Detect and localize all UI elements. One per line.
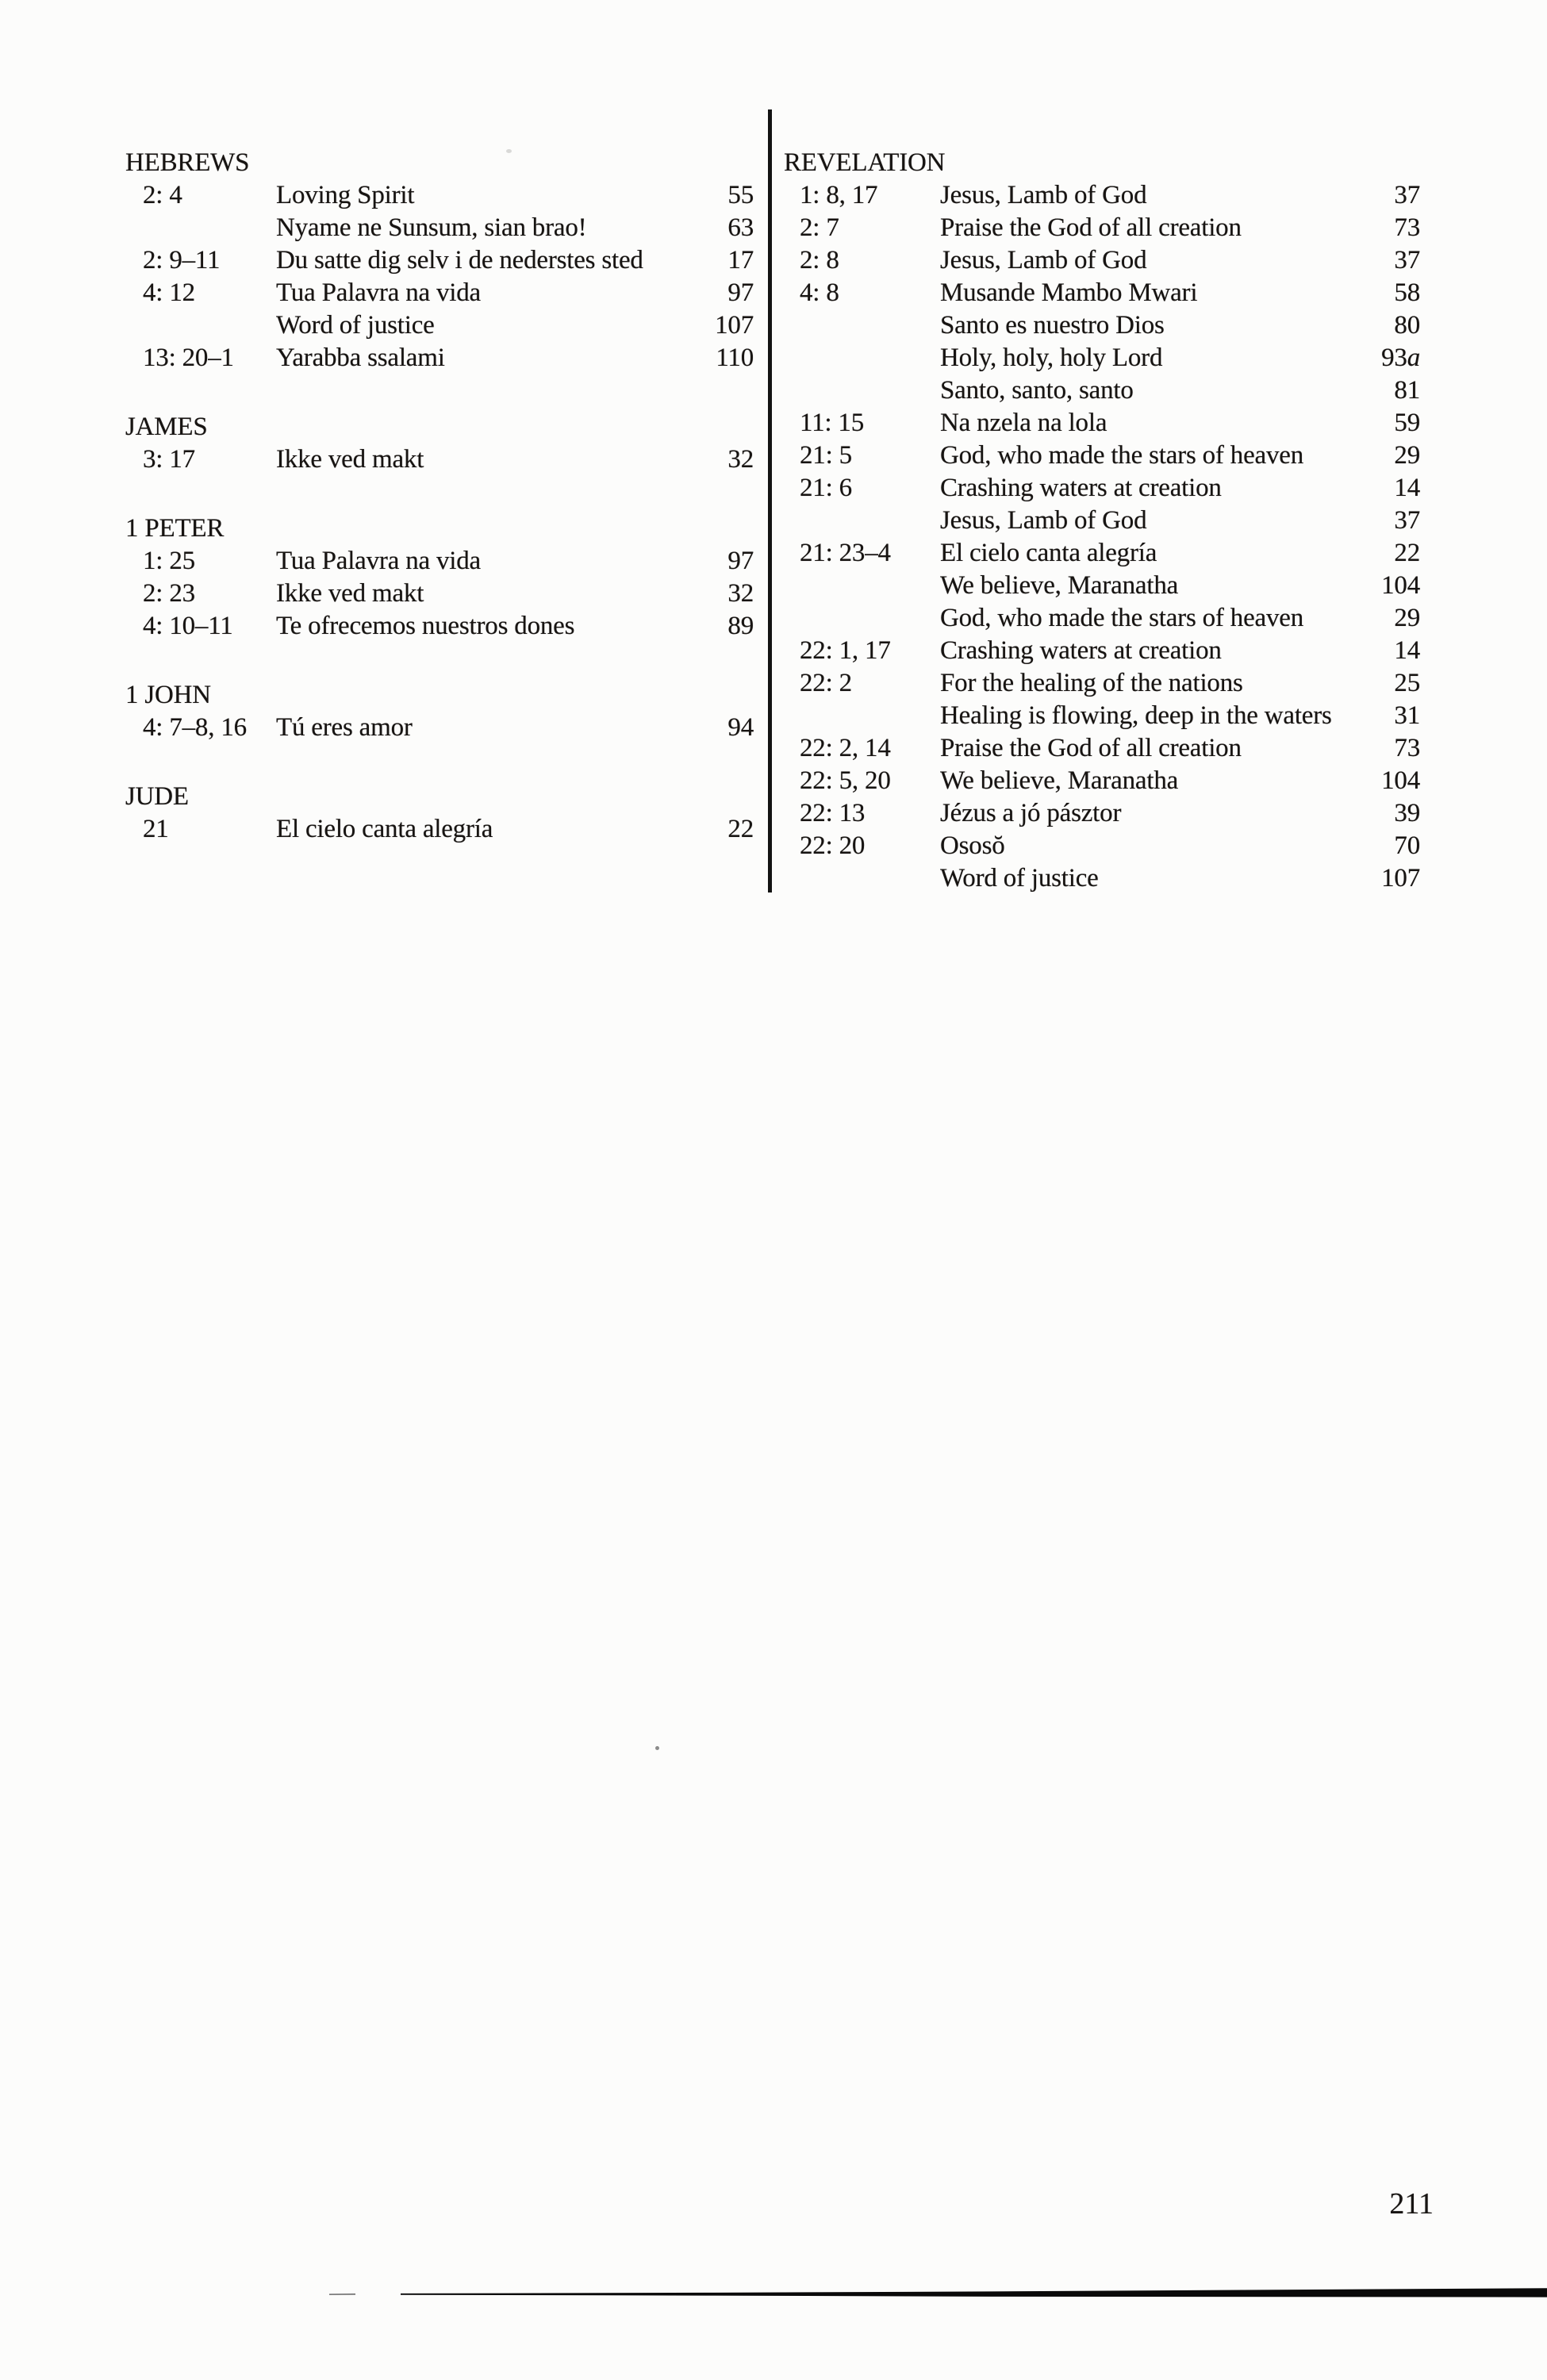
section-heading: REVELATION <box>784 148 946 177</box>
song-title: Santo es nuestro Dios <box>940 311 1165 340</box>
song-title: Te ofrecemos nuestros dones <box>276 612 575 640</box>
song-title: Healing is flowing, deep in the waters <box>940 701 1332 730</box>
index-row <box>784 537 1420 570</box>
hymn-number: 104 <box>1381 571 1420 600</box>
scripture-ref: 21: 5 <box>800 441 852 470</box>
index-row <box>784 440 1420 472</box>
song-title: Santo, santo, santo <box>940 376 1134 405</box>
section-heading: 1 JOHN <box>125 681 211 709</box>
index-row <box>784 212 1420 244</box>
song-title: Crashing waters at creation <box>940 474 1222 502</box>
hymn-number: 58 <box>1394 278 1420 307</box>
song-title: Loving Spirit <box>276 181 415 209</box>
scripture-ref: 13: 20–1 <box>143 344 234 372</box>
hymn-number: 37 <box>1394 506 1420 535</box>
index-row <box>784 667 1420 700</box>
column-divider-rule <box>768 109 772 892</box>
scripture-ref: 22: 13 <box>800 799 866 827</box>
index-section <box>125 512 754 643</box>
hymn-number: 32 <box>727 445 754 474</box>
hymn-number: 81 <box>1394 376 1420 405</box>
hymn-number: 22 <box>1394 539 1420 567</box>
index-row <box>125 309 754 342</box>
page-number: 211 <box>1389 2187 1434 2221</box>
song-title: Word of justice <box>276 311 435 340</box>
song-title: Praise the God of all creation <box>940 734 1242 762</box>
index-row <box>125 244 754 277</box>
scan-speck <box>506 149 512 153</box>
song-title: Praise the God of all creation <box>940 213 1242 242</box>
hymn-number: 14 <box>1394 474 1420 502</box>
song-title: Tú eres amor <box>276 713 413 742</box>
index-row <box>125 212 754 244</box>
hymn-number: 31 <box>1394 701 1420 730</box>
hymn-number: 29 <box>1394 441 1420 470</box>
scripture-ref: 2: 4 <box>143 181 182 209</box>
song-title: Jesus, Lamb of God <box>940 246 1147 274</box>
index-row <box>784 700 1420 732</box>
hymn-number: 39 <box>1394 799 1420 827</box>
index-row <box>784 765 1420 797</box>
hymn-number: 59 <box>1394 409 1420 437</box>
index-row <box>784 602 1420 635</box>
index-row <box>784 244 1420 277</box>
scripture-ref: 2: 9–11 <box>143 246 221 274</box>
index-row <box>125 179 754 212</box>
index-row <box>784 635 1420 667</box>
index-row <box>784 862 1420 895</box>
scripture-ref: 22: 2, 14 <box>800 734 891 762</box>
scripture-ref: 2: 7 <box>800 213 839 242</box>
hymn-number: 97 <box>727 278 754 307</box>
index-row <box>784 179 1420 212</box>
scripture-ref: 3: 17 <box>143 445 195 474</box>
hymn-number-suffix: a <box>1407 344 1420 372</box>
scripture-ref: 22: 2 <box>800 669 852 697</box>
scripture-ref: 22: 5, 20 <box>800 766 891 795</box>
song-title: God, who made the stars of heaven <box>940 441 1304 470</box>
index-row <box>784 407 1420 440</box>
song-title: Crashing waters at creation <box>940 636 1222 665</box>
index-row <box>784 570 1420 602</box>
index-row <box>125 545 754 578</box>
scripture-ref: 4: 7–8, 16 <box>143 713 247 742</box>
section-heading: HEBREWS <box>125 148 250 177</box>
index-row <box>125 342 754 374</box>
hymn-number: 63 <box>727 213 754 242</box>
scan-edge-line <box>0 2283 1547 2304</box>
index-row <box>784 472 1420 505</box>
song-title: Jézus a jó pásztor <box>940 799 1122 827</box>
index-row <box>784 277 1420 309</box>
index-row <box>125 443 754 476</box>
section-heading: JUDE <box>125 782 189 811</box>
song-title: Du satte dig selv i de nederstes sted <box>276 246 643 274</box>
song-title: Word of justice <box>940 864 1099 892</box>
scripture-ref: 4: 12 <box>143 278 195 307</box>
index-row <box>125 578 754 610</box>
hymn-number: 29 <box>1394 604 1420 632</box>
hymn-number: 94 <box>727 713 754 742</box>
index-row <box>125 610 754 643</box>
hymn-number: 80 <box>1394 311 1420 340</box>
hymn-number: 37 <box>1394 246 1420 274</box>
index-row <box>784 374 1420 407</box>
hymn-number: 73 <box>1394 213 1420 242</box>
index-section <box>125 781 754 846</box>
hymn-number: 97 <box>727 547 754 575</box>
scripture-ref: 4: 8 <box>800 278 839 307</box>
song-title: Ikke ved makt <box>276 579 424 608</box>
scripture-ref: 2: 8 <box>800 246 839 274</box>
hymn-number: 93a <box>1381 344 1420 372</box>
index-row <box>784 797 1420 830</box>
hymn-number: 89 <box>727 612 754 640</box>
hymn-number: 55 <box>727 181 754 209</box>
section-heading: JAMES <box>125 413 208 441</box>
song-title: El cielo canta alegría <box>940 539 1157 567</box>
song-title: Tua Palavra na vida <box>276 547 482 575</box>
song-title: We believe, Maranatha <box>940 766 1179 795</box>
index-row <box>784 342 1420 374</box>
song-title: Ikke ved makt <box>276 445 424 474</box>
song-title: Musande Mambo Mwari <box>940 278 1198 307</box>
hymn-number: 22 <box>727 815 754 843</box>
hymn-number: 14 <box>1394 636 1420 665</box>
scripture-ref: 11: 15 <box>800 409 864 437</box>
scripture-ref: 2: 23 <box>143 579 195 608</box>
scripture-ref: 22: 20 <box>800 831 866 860</box>
index-row <box>784 505 1420 537</box>
hymn-number: 73 <box>1394 734 1420 762</box>
index-row <box>125 712 754 744</box>
scripture-ref: 21: 6 <box>800 474 852 502</box>
hymn-number: 32 <box>727 579 754 608</box>
hymn-number: 104 <box>1381 766 1420 795</box>
hymn-number: 37 <box>1394 181 1420 209</box>
index-section <box>125 411 754 476</box>
song-title: For the healing of the nations <box>940 669 1243 697</box>
song-title: Na nzela na lola <box>940 409 1107 437</box>
song-title: Yarabba ssalami <box>276 344 445 372</box>
scripture-ref: 1: 25 <box>143 547 195 575</box>
scripture-ref: 21: 23–4 <box>800 539 891 567</box>
index-section <box>784 147 1420 895</box>
index-section <box>125 679 754 744</box>
index-row <box>784 830 1420 862</box>
index-section <box>125 147 754 374</box>
song-title: Jesus, Lamb of God <box>940 181 1147 209</box>
scripture-ref: 1: 8, 17 <box>800 181 878 209</box>
song-title: We believe, Maranatha <box>940 571 1179 600</box>
hymn-number: 17 <box>727 246 754 274</box>
song-title: Jesus, Lamb of God <box>940 506 1147 535</box>
hymn-number: 110 <box>716 344 754 372</box>
hymn-number: 107 <box>1381 864 1420 892</box>
song-title: God, who made the stars of heaven <box>940 604 1304 632</box>
song-title: El cielo canta alegría <box>276 815 493 843</box>
hymn-number: 70 <box>1394 831 1420 860</box>
index-row <box>125 277 754 309</box>
scripture-ref: 4: 10–11 <box>143 612 233 640</box>
hymn-number: 25 <box>1394 669 1420 697</box>
index-column-left <box>125 147 754 882</box>
index-row <box>784 309 1420 342</box>
section-heading: 1 PETER <box>125 514 225 543</box>
song-title: Ososŏ <box>940 831 1005 860</box>
index-column-right <box>784 147 1420 895</box>
hymn-number: 107 <box>715 311 754 340</box>
index-row <box>784 732 1420 765</box>
song-title: Nyame ne Sunsum, sian brao! <box>276 213 587 242</box>
scripture-ref: 22: 1, 17 <box>800 636 891 665</box>
scripture-ref: 21 <box>143 815 169 843</box>
song-title: Holy, holy, holy Lord <box>940 344 1163 372</box>
index-row <box>125 813 754 846</box>
song-title: Tua Palavra na vida <box>276 278 482 307</box>
scan-speck <box>655 1746 659 1750</box>
